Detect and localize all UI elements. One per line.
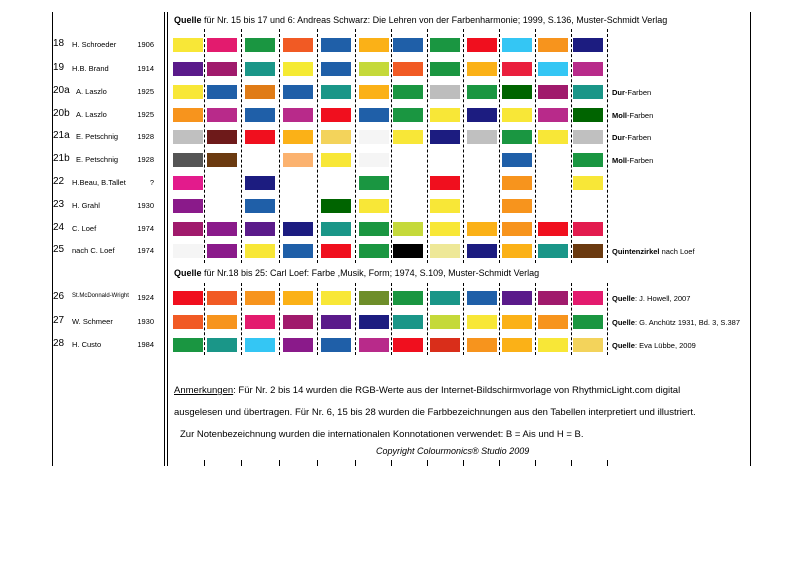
color-swatch <box>573 153 603 167</box>
color-swatch <box>245 338 275 352</box>
remarks-line-1 <box>174 385 680 396</box>
color-swatch <box>321 291 351 305</box>
color-swatch <box>502 222 532 236</box>
note-bold: Dur <box>612 133 625 142</box>
note-text: : J. Howell, 2007 <box>634 294 691 303</box>
color-swatch <box>393 130 423 144</box>
year: 1928 <box>137 132 154 141</box>
note-text: : G. Anchütz 1931, Bd. 3, S.387 <box>634 318 741 327</box>
color-swatch <box>573 85 603 99</box>
color-swatch <box>245 199 275 213</box>
table-row <box>0 199 801 213</box>
column-dash <box>427 460 428 466</box>
table-row <box>0 108 801 122</box>
row-number: 21a <box>53 130 70 141</box>
copyright-text: Copyright Colourmonics® Studio 2009 <box>376 446 530 456</box>
color-swatch <box>467 244 497 258</box>
color-swatch <box>393 62 423 76</box>
color-swatch <box>573 176 603 190</box>
color-swatch <box>430 108 460 122</box>
color-swatch <box>207 153 237 167</box>
color-swatch <box>359 38 389 52</box>
author-name: A. Laszlo <box>76 87 107 96</box>
color-swatch <box>467 108 497 122</box>
color-swatch <box>573 222 603 236</box>
color-swatch <box>207 38 237 52</box>
color-swatch <box>467 62 497 76</box>
color-swatch <box>573 38 603 52</box>
note-text: nach Loef <box>659 247 695 256</box>
color-swatch <box>502 108 532 122</box>
color-swatch <box>538 244 568 258</box>
note-text: : Eva Lübbe, 2009 <box>634 341 696 350</box>
row-number: 20b <box>53 108 70 119</box>
table-row <box>0 222 801 236</box>
remarks-text-1: : Für Nr. 2 bis 14 wurden die RGB-Werte aus der Internet-Bildschirmvorlage von RhythmicLight.com digital <box>233 385 681 396</box>
row-number: 19 <box>53 62 65 73</box>
color-swatch <box>573 315 603 329</box>
color-swatch <box>502 338 532 352</box>
color-swatch <box>173 315 203 329</box>
author-name: H. Schroeder <box>72 40 117 49</box>
remarks-line-3: Zur Notenbezeichnung wurden die internationalen Konnotationen verwendet: B = Ais und H = B. <box>180 429 584 440</box>
color-swatch <box>245 291 275 305</box>
year: 1930 <box>137 201 154 210</box>
author-name: W. Schmeer <box>72 317 113 326</box>
color-swatch <box>573 291 603 305</box>
table-row <box>0 38 801 52</box>
color-swatch <box>467 130 497 144</box>
table-row <box>0 291 801 305</box>
row-note <box>612 318 740 327</box>
table-row <box>0 338 801 352</box>
color-swatch <box>430 85 460 99</box>
column-dash <box>204 460 205 466</box>
author-name: H.Beau, B.Tallet <box>72 178 126 187</box>
color-swatch <box>245 108 275 122</box>
color-swatch <box>393 38 423 52</box>
color-swatch <box>359 130 389 144</box>
color-swatch <box>173 244 203 258</box>
author-name: A. Laszlo <box>76 110 107 119</box>
color-swatch <box>359 244 389 258</box>
color-swatch <box>538 62 568 76</box>
color-swatch <box>502 199 532 213</box>
color-swatch <box>502 244 532 258</box>
color-swatch <box>321 315 351 329</box>
color-swatch <box>173 130 203 144</box>
author-name: E. Petschnig <box>76 155 119 164</box>
color-swatch <box>573 338 603 352</box>
color-swatch <box>359 315 389 329</box>
color-swatch <box>393 85 423 99</box>
table-row <box>0 130 801 144</box>
note-text: -Farben <box>624 133 652 142</box>
color-swatch <box>207 291 237 305</box>
remarks-line-2: ausgelesen und übertragen. Für Nr. 6, 15 bis 28 wurden die Farbbezeichnungen aus den Tabellen interpretiert und illustriert. <box>174 407 696 418</box>
color-swatch <box>245 244 275 258</box>
color-swatch <box>430 130 460 144</box>
source-line-2 <box>174 268 539 278</box>
note-text: -Farben <box>627 111 654 120</box>
row-number: 23 <box>53 199 65 210</box>
color-swatch <box>283 153 313 167</box>
color-swatch <box>283 338 313 352</box>
color-swatch <box>359 176 389 190</box>
table-row <box>0 62 801 76</box>
color-swatch <box>283 62 313 76</box>
color-swatch <box>430 199 460 213</box>
source-label: Quelle <box>174 268 202 278</box>
table-row <box>0 176 801 190</box>
column-dash <box>391 460 392 466</box>
author-name: St.McDonnald-Wright <box>72 293 129 299</box>
row-note <box>612 111 653 120</box>
color-swatch <box>245 85 275 99</box>
note-bold: Quintenzirkel <box>612 247 660 256</box>
color-swatch <box>538 222 568 236</box>
author-name: E. Petschnig <box>76 132 119 141</box>
table-row <box>0 153 801 167</box>
column-dash <box>571 460 572 466</box>
color-swatch <box>359 199 389 213</box>
color-swatch <box>173 108 203 122</box>
row-number: 25 <box>53 244 65 255</box>
year: 1974 <box>137 246 154 255</box>
note-bold: Dur <box>612 88 625 97</box>
year: 1924 <box>137 293 154 302</box>
color-swatch <box>359 153 389 167</box>
color-swatch <box>245 176 275 190</box>
color-swatch <box>502 153 532 167</box>
color-swatch <box>430 62 460 76</box>
note-text: -Farben <box>627 156 654 165</box>
color-swatch <box>173 222 203 236</box>
color-swatch <box>173 85 203 99</box>
row-note <box>612 341 696 350</box>
color-swatch <box>467 291 497 305</box>
color-swatch <box>393 244 423 258</box>
column-dash <box>499 460 500 466</box>
color-swatch <box>502 85 532 99</box>
color-swatch <box>538 85 568 99</box>
color-swatch <box>173 199 203 213</box>
color-swatch <box>321 199 351 213</box>
year: 1925 <box>137 110 154 119</box>
column-dash <box>317 460 318 466</box>
source-line-1 <box>174 15 667 25</box>
color-swatch <box>245 130 275 144</box>
note-bold: Moll <box>612 111 627 120</box>
color-swatch <box>321 338 351 352</box>
color-swatch <box>502 291 532 305</box>
color-swatch <box>359 291 389 305</box>
color-swatch <box>502 130 532 144</box>
color-swatch <box>207 338 237 352</box>
row-note <box>612 247 695 256</box>
color-swatch <box>321 38 351 52</box>
color-swatch <box>207 222 237 236</box>
source-text: für Nr.18 bis 25: Carl Loef: Farbe ,Musik, Form; 1974, S.109, Muster-Schmidt Verlag <box>201 268 540 278</box>
color-swatch <box>502 315 532 329</box>
color-swatch <box>245 315 275 329</box>
note-bold: Moll <box>612 156 627 165</box>
note-bold: Quelle <box>612 341 635 350</box>
color-swatch <box>321 244 351 258</box>
color-swatch <box>283 315 313 329</box>
remarks-label: Anmerkungen <box>174 385 234 396</box>
color-swatch <box>321 108 351 122</box>
color-swatch <box>321 62 351 76</box>
note-bold: Quelle <box>612 318 635 327</box>
color-swatch <box>207 244 237 258</box>
color-swatch <box>173 153 203 167</box>
color-swatch <box>283 222 313 236</box>
color-swatch <box>430 38 460 52</box>
source-text: für Nr. 15 bis 17 und 6: Andreas Schwarz: Die Lehren von der Farbenharmonie; 1999, S.136, Muster-Schmidt Verlag <box>201 15 668 25</box>
author-name: nach C. Loef <box>72 246 115 255</box>
note-text: -Farben <box>624 88 652 97</box>
color-swatch <box>538 315 568 329</box>
color-swatch <box>321 222 351 236</box>
author-name: H. Grahl <box>72 201 100 210</box>
row-note <box>612 133 651 142</box>
table-row <box>0 315 801 329</box>
year: ? <box>149 178 154 187</box>
year: 1925 <box>137 87 154 96</box>
year: 1914 <box>137 64 154 73</box>
column-dash <box>607 460 608 466</box>
color-swatch <box>321 153 351 167</box>
color-swatch <box>430 222 460 236</box>
color-swatch <box>283 85 313 99</box>
row-number: 28 <box>53 338 65 349</box>
column-dash <box>241 460 242 466</box>
year: 1984 <box>137 340 154 349</box>
color-swatch <box>467 315 497 329</box>
color-swatch <box>173 291 203 305</box>
color-swatch <box>245 62 275 76</box>
color-swatch <box>573 62 603 76</box>
color-swatch <box>573 108 603 122</box>
color-swatch <box>393 338 423 352</box>
color-swatch <box>430 176 460 190</box>
color-swatch <box>538 130 568 144</box>
color-swatch <box>538 338 568 352</box>
color-swatch <box>502 176 532 190</box>
color-swatch <box>173 38 203 52</box>
color-swatch <box>207 108 237 122</box>
row-note <box>612 156 653 165</box>
row-number: 27 <box>53 315 65 326</box>
color-swatch <box>283 291 313 305</box>
color-swatch <box>359 222 389 236</box>
column-dash <box>355 460 356 466</box>
color-swatch <box>359 108 389 122</box>
color-swatch <box>502 38 532 52</box>
year: 1974 <box>137 224 154 233</box>
year: 1906 <box>137 40 154 49</box>
column-dash <box>279 460 280 466</box>
row-number: 20a <box>53 85 70 96</box>
color-swatch <box>283 244 313 258</box>
row-number: 21b <box>53 153 70 164</box>
color-swatch <box>173 176 203 190</box>
color-swatch <box>538 291 568 305</box>
color-swatch <box>467 38 497 52</box>
color-swatch <box>173 338 203 352</box>
color-swatch <box>359 62 389 76</box>
column-dash <box>463 460 464 466</box>
color-swatch <box>573 130 603 144</box>
color-swatch <box>538 38 568 52</box>
color-swatch <box>207 85 237 99</box>
table-row <box>0 244 801 258</box>
color-swatch <box>173 62 203 76</box>
color-swatch <box>207 130 237 144</box>
divider-line-b <box>167 12 168 466</box>
color-swatch <box>359 338 389 352</box>
right-border <box>750 12 751 466</box>
color-swatch <box>283 130 313 144</box>
color-swatch <box>207 315 237 329</box>
color-swatch <box>502 62 532 76</box>
color-swatch <box>430 338 460 352</box>
color-swatch <box>359 85 389 99</box>
row-number: 22 <box>53 176 65 187</box>
color-swatch <box>430 315 460 329</box>
author-name: H.B. Brand <box>72 64 109 73</box>
author-name: C. Loef <box>72 224 97 233</box>
row-number: 26 <box>53 291 65 302</box>
row-note <box>612 294 690 303</box>
left-border <box>52 12 53 466</box>
row-number: 18 <box>53 38 65 49</box>
color-swatch <box>321 130 351 144</box>
column-dash <box>535 460 536 466</box>
color-swatch <box>245 38 275 52</box>
color-swatch <box>321 85 351 99</box>
color-swatch <box>393 222 423 236</box>
row-number: 24 <box>53 222 65 233</box>
color-swatch <box>245 222 275 236</box>
divider-line-a <box>164 12 165 466</box>
color-swatch <box>430 291 460 305</box>
color-swatch <box>467 338 497 352</box>
author-name: H. Custo <box>72 340 102 349</box>
color-swatch <box>467 222 497 236</box>
table-row <box>0 85 801 99</box>
color-swatch <box>538 108 568 122</box>
year: 1928 <box>137 155 154 164</box>
color-swatch <box>283 38 313 52</box>
color-swatch <box>283 108 313 122</box>
color-swatch <box>393 291 423 305</box>
color-swatch <box>393 108 423 122</box>
color-swatch <box>207 62 237 76</box>
color-swatch <box>573 244 603 258</box>
color-swatch <box>467 85 497 99</box>
note-bold: Quelle <box>612 294 635 303</box>
row-note <box>612 88 651 97</box>
year: 1930 <box>137 317 154 326</box>
color-swatch <box>393 315 423 329</box>
source-label: Quelle <box>174 15 202 25</box>
color-swatch <box>430 244 460 258</box>
